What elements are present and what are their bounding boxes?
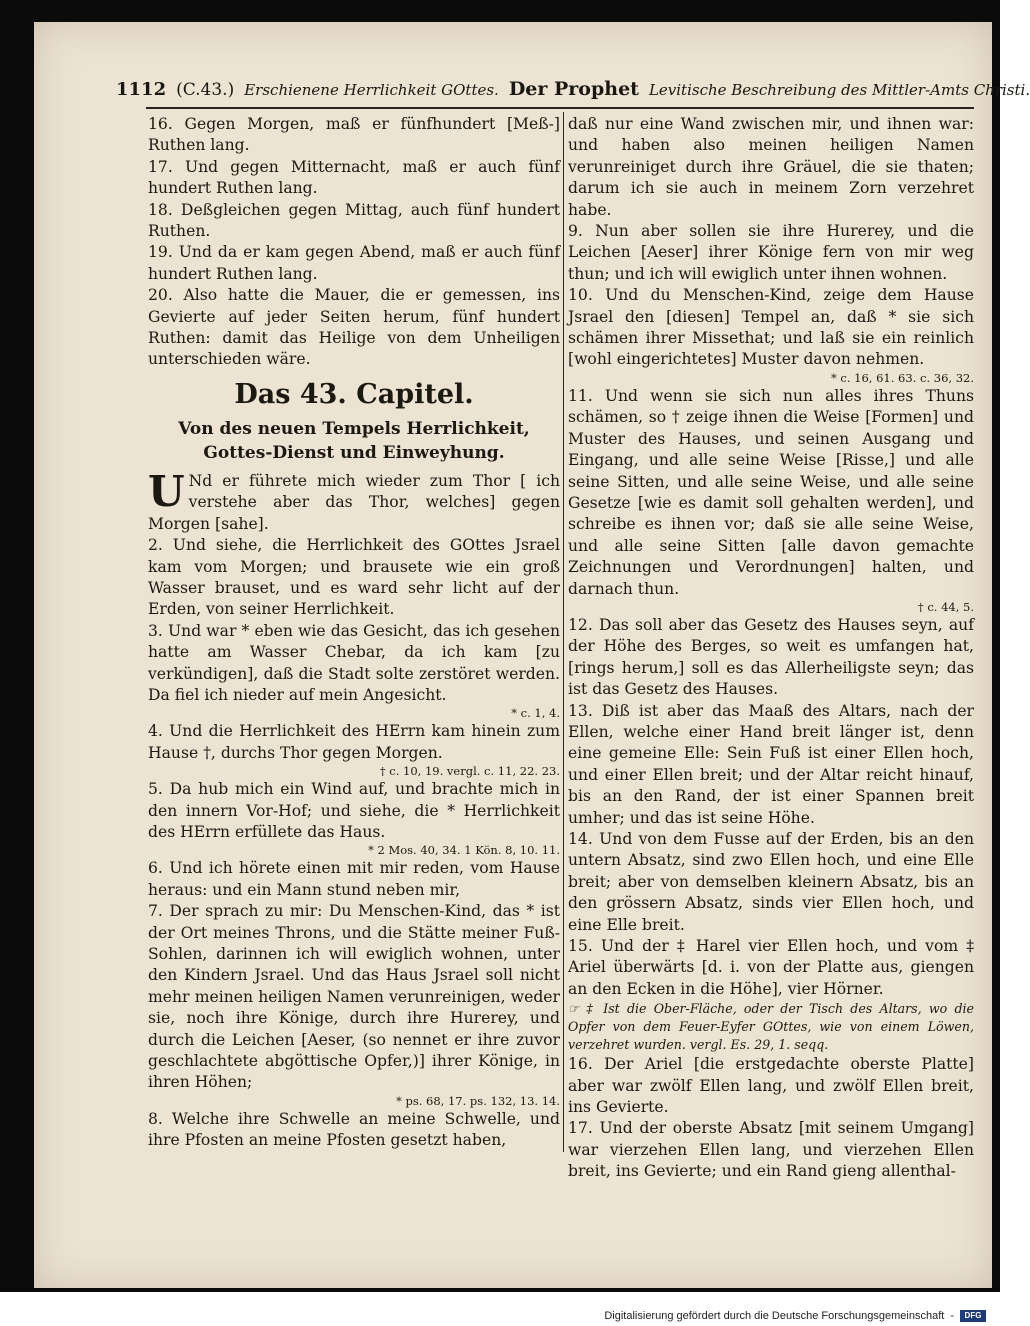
verse-8-continued: daß nur eine Wand zwischen mir, und ihnen war: und haben also meinen heiligen Namen verunreiniget durch ihre Gräuel, die sie thaten; darum ich sie auch in meinem Zorn verzehret habe. [568, 115, 974, 219]
drop-cap-initial: U [148, 466, 185, 516]
funding-credit: Digitalisierung gefördert durch die Deutsche Forschungsgemeinschaft [604, 1310, 945, 1322]
marginal-note: ☞ ‡ Ist die Ober-Fläche, oder der Tisch des Altars, wo die Opfer von dem Feuer-Eyfer GOttes, wie von einem Löwen, verzehret wurden. vergl. Es. 29, 1. seqq. [568, 1001, 974, 1053]
verse-12: 12. Das soll aber das Gesetz des Hauses seyn, auf der Höhe des Berges, so weit es umfangen hat, [rings herum,] soll es das Allerheiligste seyn; das ist das Gesetz des Hauses. [568, 615, 974, 699]
verse-11: 11. Und wenn sie sich nun alles ihres Thuns schämen, so † zeige ihnen die Weise [Formen] und Muster des Hauses, und seinen Ausgang und Eingang, und alle seine Weise [Risse,] und alle seine Sitten, und alle seine Weise, und alle seine Gesetze [wie es damit soll gehalten werden], und schreibe es ihnen vor; daß sie alle seine Weise, und alle seine Sitten [alle davon gemachte Zeichnungen und Verordnungen] halten, und darnach thun. [568, 386, 974, 598]
verse-5: 5. Da hub mich ein Wind auf, und brachte mich in den innern Vor-Hof; und siehe, die * Herrlichkeit des HErrn erfüllete das Haus. [148, 780, 560, 841]
verse-17: 17. Und der oberste Absatz [mit seinem Umgang] war vierzehen Ellen lang, und vierzehen Ellen breit, ins Gevierte; und ein Rand gieng allenthal- [568, 1119, 974, 1181]
verse-1-text: Nd er führete mich wieder zum Thor [ ich verstehe aber das Thor, welches] gegen Morgen [sahe]. [148, 471, 560, 533]
chapter-subtitle: Von des neuen Tempels Herrlichkeit, Gottes-Dienst und Einweyhung. [178, 418, 530, 463]
right-column [568, 114, 974, 1183]
verse-3: 3. Und war * eben wie das Gesicht, das ich gesehen hatte am Wasser Chebar, da ich kam [zu verkündigen], daß die Stadt solte zerstöret werden. Da fiel ich nieder auf mein Angesicht. [148, 621, 560, 704]
verse-1 [148, 466, 560, 535]
verse: 20. Also hatte die Mauer, die er gemessen, ins Gevierte auf jeder Seiten herum, fünf hundert Ruthen: damit das Heilige von dem Unheiligen unterschieden wäre. [148, 286, 560, 369]
chapter-reference: (C.43.) [176, 80, 235, 100]
digitization-footer: Digitalisierung gefördert durch die Deutsche Forschungsgemeinschaft - DFG [0, 1306, 1000, 1326]
cross-reference: † c. 44, 5. [917, 599, 974, 614]
verse-10: 10. Und du Menschen-Kind, zeige dem Hause Jsrael den [diesen] Tempel an, daß * sie sich schämen ihrer Missethat; und laß sie ein reinlich [wohl eingerichtetes] Muster davon nehmen. [568, 286, 974, 369]
verse-13: 13. Diß ist aber das Maaß des Altars, nach der Ellen, welche einer Hand breit länger ist, denn eine gemeine Elle: Sein Fuß ist einer Ellen hoch, und einer Ellen breit; und der Altar reicht hinauf, bis an den Rand, der ist einer Spannen breit umher; und das ist seine Höhe. [568, 701, 974, 827]
dfg-logo-icon: DFG [960, 1310, 986, 1322]
cross-reference: † c. 10, 19. vergl. c. 11, 22. 23. [379, 764, 560, 779]
verse: 16. Gegen Morgen, maß er fünfhundert [Meß-] Ruthen lang. [148, 115, 560, 155]
verse-9: 9. Nun aber sollen sie ihre Hurerey, und die Leichen [Aeser] ihrer Könige fern von mir weg thun; und ich will ewiglich unter ihnen wohnen. [568, 222, 974, 283]
page-number: 1112 [116, 79, 167, 100]
verse-4: 4. Und die Herrlichkeit des HErrn kam hinein zum Hause †, durchs Thor gegen Morgen. [148, 722, 560, 762]
verse: 18. Deßgleichen gegen Mittag, auch fünf hundert Ruthen. [148, 200, 560, 241]
column-divider [563, 112, 564, 1152]
right-running-title: Levitische Beschreibung des Mittler-Amts Christi. [648, 81, 1030, 99]
center-running-title: Der Prophet [508, 78, 639, 100]
left-running-title: Erschienene Herrlichkeit GOttes. [244, 81, 499, 99]
verse: 17. Und gegen Mitternacht, maß er auch fünf hundert Ruthen lang. [148, 157, 560, 198]
verse-8: 8. Welche ihre Schwelle an meine Schwelle, und ihre Pfosten an meine Pfosten gesetzt haben, [148, 1109, 560, 1150]
verse-15: 15. Und der ‡ Harel vier Ellen hoch, und vom ‡ Ariel überwärts [d. i. von der Platte aus, giengen an den Ecken in die Höhe], vier Hörner. [568, 937, 974, 998]
verse-7: 7. Der sprach zu mir: Du Menschen-Kind, das * ist der Ort meines Throns, und die Stätte meiner Fuß-Sohlen, darinnen ich will ewiglich wohnen, unter den Kindern Jsrael. Und das Haus Jsrael soll nicht mehr meinen heiligen Namen verunreinigen, weder sie, noch ihre Könige, durch ihre Hurerey, und durch die Leichen [Aeser, (so nennet er ihre zuvor geschlachtete abgöttische Opfer,)] ihrer Könige, in ihren Höhen; [148, 902, 560, 1092]
chapter-title: Das 43. Capitel. [234, 378, 474, 410]
verse: 19. Und da er kam gegen Abend, maß er auch fünf hundert Ruthen lang. [148, 243, 560, 283]
verse-2: 2. Und siehe, die Herrlichkeit des GOttes Jsrael kam vom Morgen; und brausete wie ein groß Wasser brauset, und es ward sehr licht auf der Erden, von seiner Herrlichkeit. [148, 536, 560, 619]
verse-16: 16. Der Ariel [die erstgedachte oberste Platte] aber war zwölf Ellen lang, und zwölf Ellen breit, ins Gevierte. [568, 1055, 974, 1117]
cross-reference: * ps. 68, 17. ps. 132, 13. 14. [396, 1093, 560, 1108]
running-head [116, 78, 1030, 104]
cross-reference: * c. 16, 61. 63. c. 36, 32. [831, 370, 974, 385]
verse-6: 6. Und ich hörete einen mit mir reden, vom Hause heraus: und ein Mann stund neben mir, [148, 859, 560, 899]
header-rule [146, 107, 974, 109]
cross-reference: * c. 1, 4. [511, 706, 560, 721]
verse-14: 14. Und von dem Fusse auf der Erden, bis an den untern Absatz, sind zwo Ellen hoch, und eine Elle breit; aber von demselben kleinern Absatz, bis an den grössern Absatz, sinds vier Ellen hoch, und eine Elle breit. [568, 830, 974, 934]
left-column [148, 114, 560, 1152]
cross-reference: * 2 Mos. 40, 34. 1 Kön. 8, 10. 11. [368, 843, 560, 858]
